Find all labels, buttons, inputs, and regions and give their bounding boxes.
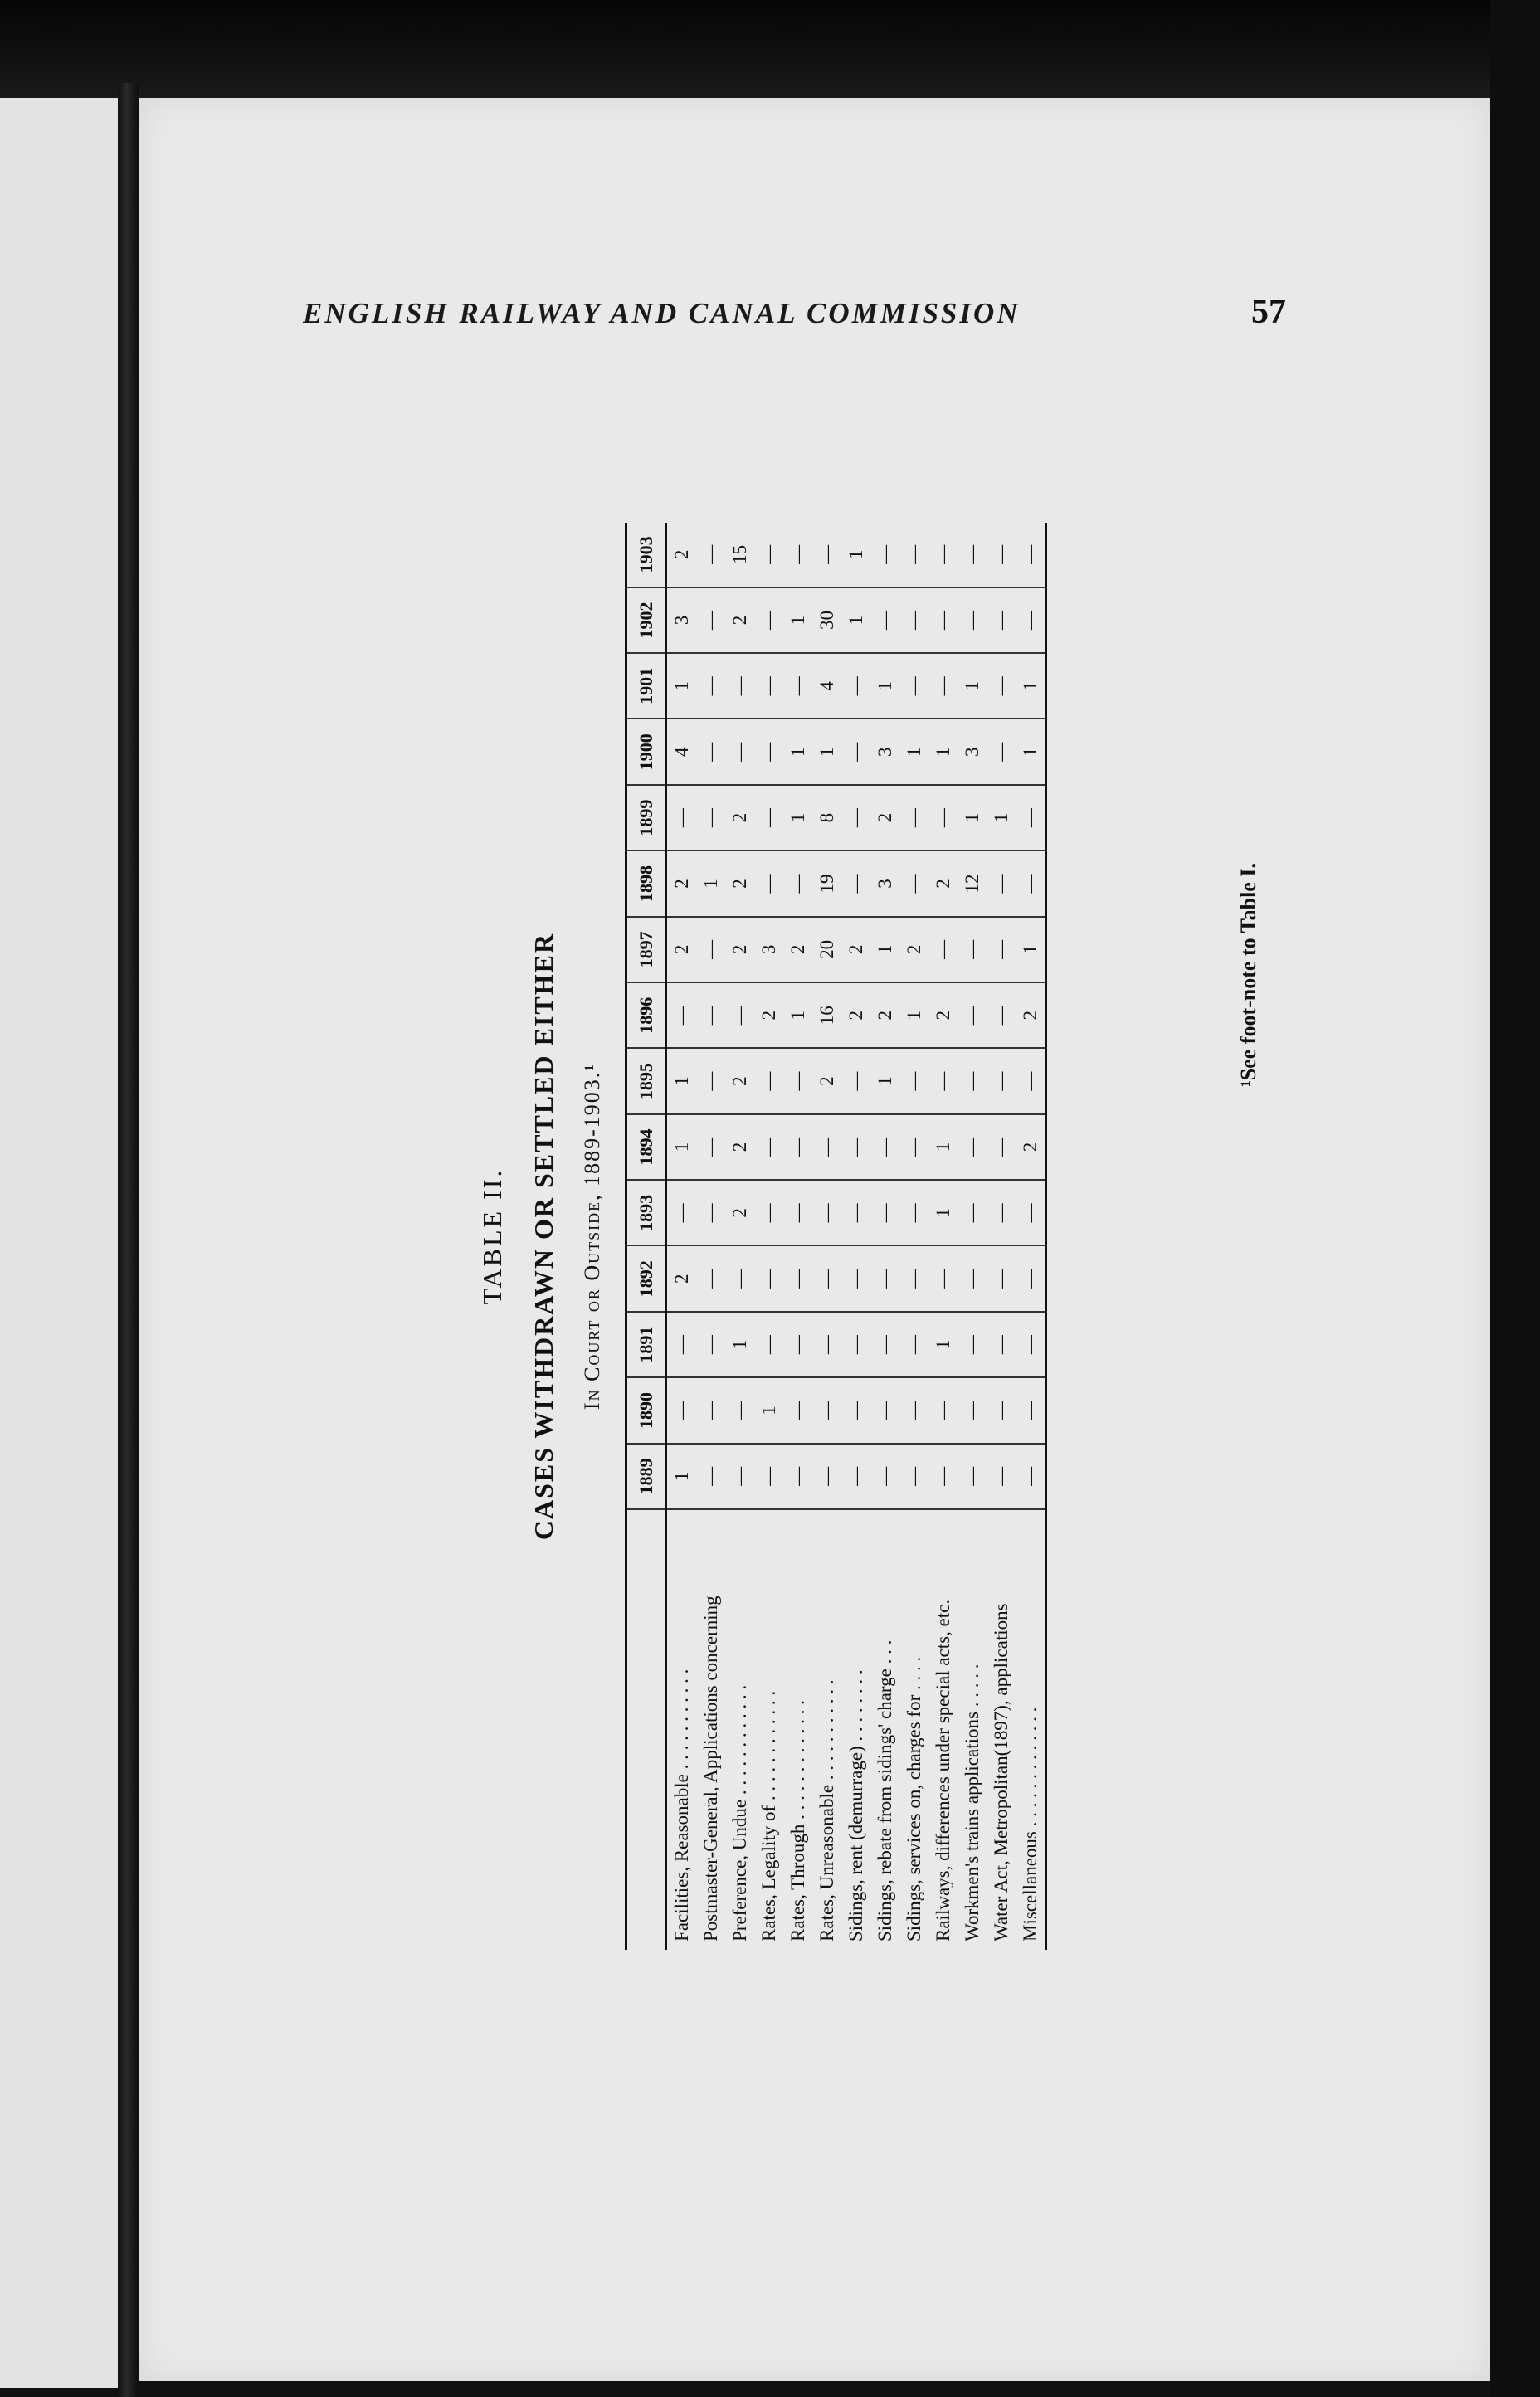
table-cell: — — [841, 1180, 870, 1245]
table-cell: — — [870, 1180, 899, 1245]
table-cell: — — [812, 523, 841, 587]
table-cell: — — [696, 1444, 725, 1509]
table-cell: — — [841, 850, 870, 916]
table-cell: 2 — [725, 1114, 754, 1180]
scan-border-top — [0, 0, 1540, 100]
table-row — [841, 523, 870, 1950]
table-cell: 1 — [783, 587, 812, 653]
table-cell: — — [754, 1048, 783, 1113]
table-cell: — — [754, 653, 783, 719]
table-cell: — — [841, 1312, 870, 1377]
table-cell: 2 — [841, 982, 870, 1048]
table-cell: 2 — [725, 1180, 754, 1245]
table-cell: — — [987, 1048, 1016, 1113]
table-cell: 2 — [841, 917, 870, 982]
row-label: Sidings, rent (demurrage) . . . . . . . . — [845, 1669, 866, 1941]
table-cell: — — [987, 917, 1016, 982]
table-cell: — — [725, 1377, 754, 1443]
table-cell: 2 — [1016, 1114, 1046, 1180]
running-header: ENGLISH RAILWAY AND CANAL COMMISSION — [303, 297, 1021, 329]
table-label: TABLE II. — [477, 1167, 507, 1305]
table-cell: — — [870, 1312, 899, 1377]
table-cell: 1 — [783, 785, 812, 850]
table-cell: — — [899, 1312, 928, 1377]
table-cell: — — [841, 719, 870, 785]
table-cell: 1 — [841, 587, 870, 653]
page-number: 57 — [1251, 293, 1286, 331]
table-cell: — — [754, 850, 783, 916]
table-cell: — — [666, 1312, 696, 1377]
table-cell: — — [783, 1180, 812, 1245]
year-header-1889: 1889 — [626, 1444, 667, 1509]
table-cell: — — [783, 1444, 812, 1509]
table-cell: — — [870, 1444, 899, 1509]
table-cell: 1 — [1016, 917, 1046, 982]
table-cell: 3 — [870, 850, 899, 916]
row-label: Facilities, Reasonable . . . . . . . . . . . — [670, 1669, 692, 1941]
table-cell: — — [783, 653, 812, 719]
table-cell: 15 — [725, 523, 754, 587]
table-title: CASES WITHDRAWN OR SETTLED EITHER — [529, 932, 558, 1541]
table-cell: — — [841, 1114, 870, 1180]
table-cell: 1 — [899, 982, 928, 1048]
table-cell: — — [987, 587, 1016, 653]
table-cell: 2 — [666, 523, 696, 587]
table-cell: — — [870, 1246, 899, 1312]
table-cell: — — [696, 1377, 725, 1443]
table-subtitle: In Court or Outside, 1889-1903.¹ — [580, 1062, 604, 1410]
table-cell: — — [841, 653, 870, 719]
table-cell: — — [899, 1444, 928, 1509]
table-cell: — — [754, 1114, 783, 1180]
table-cell: 1 — [666, 653, 696, 719]
table-cell: 1 — [812, 719, 841, 785]
scan-border-right — [1490, 0, 1540, 2397]
table-header-row — [626, 523, 667, 1950]
table-cell: — — [958, 1246, 987, 1312]
table-cell: 2 — [725, 785, 754, 850]
year-header-1902: 1902 — [626, 587, 667, 653]
table-cell: — — [987, 1180, 1016, 1245]
table-row — [783, 523, 812, 1950]
table-cell: — — [696, 982, 725, 1048]
table-cell: 1 — [696, 850, 725, 916]
table-cell: 12 — [958, 850, 987, 916]
table-cell: 30 — [812, 587, 841, 653]
table-row — [725, 523, 754, 1950]
table-cell: 20 — [812, 917, 841, 982]
table-cell: — — [899, 1246, 928, 1312]
table-cell: — — [696, 1312, 725, 1377]
label-column-header — [626, 1509, 667, 1950]
table-cell: — — [841, 1377, 870, 1443]
table-cell: 2 — [870, 982, 899, 1048]
year-header-1900: 1900 — [626, 719, 667, 785]
table-cell: — — [899, 523, 928, 587]
table-cell: — — [928, 653, 958, 719]
table-cell: — — [812, 1246, 841, 1312]
table-cell: — — [725, 719, 754, 785]
table-cell: 2 — [870, 785, 899, 850]
table-cell: — — [958, 1444, 987, 1509]
table-cell: — — [783, 1048, 812, 1113]
table-cell: 2 — [725, 917, 754, 982]
table-cell: — — [958, 587, 987, 653]
table-cell: 2 — [725, 1048, 754, 1113]
table-cell: — — [958, 917, 987, 982]
table-cell: — — [958, 1312, 987, 1377]
row-label: Workmen's trains applications . . . . . — [961, 1664, 982, 1941]
table-cell: 2 — [812, 1048, 841, 1113]
table-cell: — — [812, 1312, 841, 1377]
table-cell: — — [928, 1377, 958, 1443]
table-cell: 1 — [666, 1444, 696, 1509]
table-cell: 1 — [870, 1048, 899, 1113]
table-cell: — — [928, 785, 958, 850]
year-header-1897: 1897 — [626, 917, 667, 982]
table-cell: — — [812, 1377, 841, 1443]
table-cell: 2 — [754, 982, 783, 1048]
table-cell: — — [841, 1246, 870, 1312]
table-cell: — — [987, 982, 1016, 1048]
table-cell: — — [696, 653, 725, 719]
table-cell: — — [899, 1377, 928, 1443]
table-cell: — — [696, 785, 725, 850]
table-cell: 1 — [841, 523, 870, 587]
row-label: Preference, Undue . . . . . . . . . . . . — [729, 1684, 750, 1941]
table-cell: — — [696, 523, 725, 587]
table-row — [928, 523, 958, 1950]
table-cell: 8 — [812, 785, 841, 850]
table-cell: 2 — [666, 1246, 696, 1312]
table-cell: 1 — [870, 653, 899, 719]
table-cell: 1 — [987, 785, 1016, 850]
table-cell: — — [928, 1048, 958, 1113]
table-cell: — — [928, 587, 958, 653]
table-row — [812, 523, 841, 1950]
book-binding — [118, 83, 139, 2397]
row-label: Postmaster-General, Applications concerning — [699, 1596, 721, 1941]
row-label: Rates, Unreasonable . . . . . . . . . . . — [816, 1679, 837, 1941]
table-cell: — — [899, 1114, 928, 1180]
table-cell: — — [783, 1377, 812, 1443]
table-cell: 2 — [783, 917, 812, 982]
table-cell: — — [987, 850, 1016, 916]
footnote: ¹See foot-note to Table I. — [1236, 863, 1260, 1087]
table-cell: — — [1016, 1048, 1046, 1113]
table-row — [696, 523, 725, 1950]
table-cell: — — [725, 653, 754, 719]
table-cell: — — [958, 1048, 987, 1113]
row-label: Sidings, services on, charges for . . . . — [903, 1656, 924, 1941]
table-cell: — — [987, 1312, 1016, 1377]
table-cell: 16 — [812, 982, 841, 1048]
table-cell: — — [783, 1114, 812, 1180]
table-body — [666, 523, 1046, 1950]
table-cell: 1 — [666, 1114, 696, 1180]
year-header-1899: 1899 — [626, 785, 667, 850]
table-cell: — — [696, 1246, 725, 1312]
table-cell: 2 — [928, 850, 958, 916]
year-header-1891: 1891 — [626, 1312, 667, 1377]
table-cell: 1 — [928, 1312, 958, 1377]
year-header-1894: 1894 — [626, 1114, 667, 1180]
table-cell: — — [841, 1048, 870, 1113]
table-cell: 4 — [666, 719, 696, 785]
table-cell: — — [696, 1048, 725, 1113]
table-cell: — — [754, 523, 783, 587]
table-cell: 1 — [958, 653, 987, 719]
table-cell: — — [666, 1377, 696, 1443]
year-header-1896: 1896 — [626, 982, 667, 1048]
table-cell: — — [928, 1246, 958, 1312]
table-row — [1016, 523, 1046, 1950]
table-cell: 3 — [870, 719, 899, 785]
table-cell: — — [1016, 1246, 1046, 1312]
table-cell: — — [841, 785, 870, 850]
table-cell: — — [958, 1114, 987, 1180]
table-cell: 1 — [899, 719, 928, 785]
table-cell: 2 — [1016, 982, 1046, 1048]
table-row — [958, 523, 987, 1950]
table-cell: — — [754, 1312, 783, 1377]
year-header-1892: 1892 — [626, 1246, 667, 1312]
table-cell: — — [870, 523, 899, 587]
table-cell: 4 — [812, 653, 841, 719]
table-cell: 2 — [725, 850, 754, 916]
table-cell: 2 — [666, 850, 696, 916]
table-cell: — — [987, 1114, 1016, 1180]
year-header-1903: 1903 — [626, 523, 667, 587]
table-cell: — — [899, 1048, 928, 1113]
table-cell: 2 — [899, 917, 928, 982]
table-cell: — — [1016, 523, 1046, 587]
table-cell: — — [783, 1312, 812, 1377]
table-cell: — — [754, 1246, 783, 1312]
table-cell: — — [841, 1444, 870, 1509]
table-cell: — — [696, 1114, 725, 1180]
table-cell: — — [754, 1180, 783, 1245]
table-cell: 1 — [1016, 653, 1046, 719]
table-cell: 1 — [958, 785, 987, 850]
table-row — [666, 523, 696, 1950]
table-cell: — — [754, 587, 783, 653]
table-cell: 2 — [928, 982, 958, 1048]
table-row — [870, 523, 899, 1950]
table-cell: — — [870, 1377, 899, 1443]
table-cell: — — [987, 1444, 1016, 1509]
year-header-1901: 1901 — [626, 653, 667, 719]
facing-page-edge — [0, 98, 128, 2388]
table-cell: — — [1016, 785, 1046, 850]
table-cell: 3 — [754, 917, 783, 982]
table-cell: 1 — [783, 982, 812, 1048]
table-cell: — — [899, 653, 928, 719]
table-cell: — — [666, 1180, 696, 1245]
table-cell: — — [666, 785, 696, 850]
table-cell: — — [1016, 1444, 1046, 1509]
table-cell: — — [958, 523, 987, 587]
table-cell: 1 — [928, 1180, 958, 1245]
table-cell: — — [783, 850, 812, 916]
table-cell: — — [987, 719, 1016, 785]
table-cell: — — [725, 982, 754, 1048]
table-cell: — — [725, 1444, 754, 1509]
table-cell: — — [812, 1444, 841, 1509]
table-cell: — — [987, 1377, 1016, 1443]
table-cell: — — [783, 1246, 812, 1312]
table-cell: — — [928, 917, 958, 982]
rotated-table-block — [477, 490, 1307, 1983]
row-label: Railways, differences under special acts, etc. — [932, 1599, 953, 1941]
table-cell: — — [958, 1377, 987, 1443]
table-cell: — — [870, 1114, 899, 1180]
table-cell: — — [725, 1246, 754, 1312]
table-cell: 1 — [725, 1312, 754, 1377]
table-cell: — — [812, 1180, 841, 1245]
table-row — [987, 523, 1016, 1950]
table-cell: — — [928, 1444, 958, 1509]
table-cell: 1 — [666, 1048, 696, 1113]
table-cell: — — [1016, 587, 1046, 653]
table-cell: 1 — [783, 719, 812, 785]
year-header-1890: 1890 — [626, 1377, 667, 1443]
table-cell: — — [696, 1180, 725, 1245]
table-cell: — — [754, 785, 783, 850]
table-cell: — — [696, 719, 725, 785]
table-cell: — — [754, 1444, 783, 1509]
table-cell: 1 — [870, 917, 899, 982]
table-cell: — — [666, 982, 696, 1048]
table-cell: — — [958, 1180, 987, 1245]
table-cell: — — [870, 587, 899, 653]
row-label: Rates, Through . . . . . . . . . . . . . — [787, 1700, 808, 1941]
table-cell: 1 — [1016, 719, 1046, 785]
table-cell: — — [987, 1246, 1016, 1312]
table-row — [899, 523, 928, 1950]
year-header-1893: 1893 — [626, 1180, 667, 1245]
row-label: Rates, Legality of . . . . . . . . . . . . — [758, 1690, 779, 1941]
table-cell: 1 — [754, 1377, 783, 1443]
table-cell: — — [1016, 1377, 1046, 1443]
table-row — [754, 523, 783, 1950]
table-cell: 2 — [666, 917, 696, 982]
table-cell: — — [783, 523, 812, 587]
year-header-1895: 1895 — [626, 1048, 667, 1113]
table-cell: — — [928, 523, 958, 587]
table-cell: — — [812, 1114, 841, 1180]
table-cell: — — [899, 850, 928, 916]
table-cell: 2 — [725, 587, 754, 653]
row-label: Water Act, Metropolitan(1897), applications — [990, 1603, 1011, 1941]
row-label: Sidings, rebate from sidings' charge . . . — [874, 1639, 895, 1941]
year-header-1898: 1898 — [626, 850, 667, 916]
cases-table — [625, 523, 1047, 1950]
table-cell: — — [1016, 1180, 1046, 1245]
table-cell: — — [987, 653, 1016, 719]
table-cell: — — [987, 523, 1016, 587]
table-cell: — — [1016, 850, 1046, 916]
table-cell: — — [696, 587, 725, 653]
table-cell: 1 — [928, 719, 958, 785]
table-cell: 3 — [666, 587, 696, 653]
row-label: Miscellaneous . . . . . . . . . . . . . — [1019, 1707, 1040, 1941]
table-cell: — — [958, 982, 987, 1048]
table-cell: — — [899, 1180, 928, 1245]
table-cell: 19 — [812, 850, 841, 916]
table-cell: 1 — [928, 1114, 958, 1180]
table-cell: — — [1016, 1312, 1046, 1377]
table-cell: — — [754, 719, 783, 785]
table-cell: — — [899, 587, 928, 653]
table-cell: 3 — [958, 719, 987, 785]
table-cell: — — [899, 785, 928, 850]
table-cell: — — [696, 917, 725, 982]
